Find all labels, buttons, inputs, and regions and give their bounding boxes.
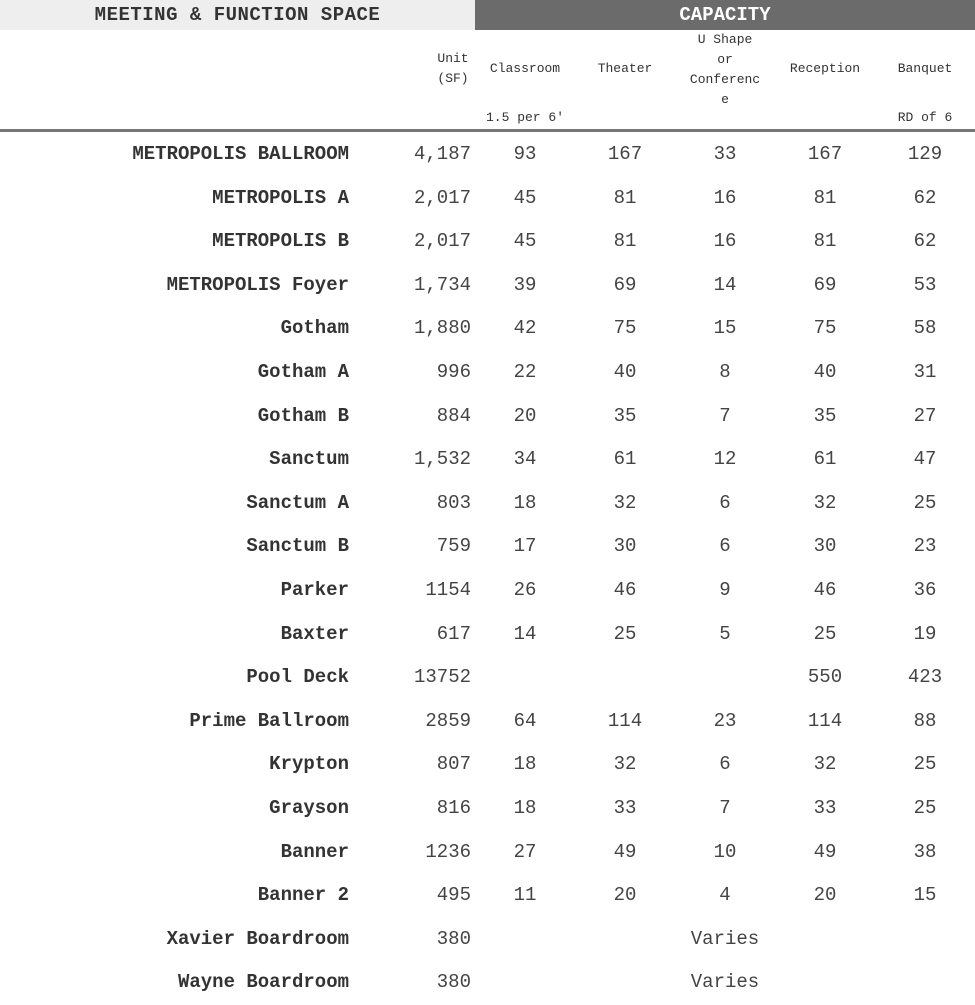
room-area-sf: 380 (436, 927, 471, 950)
reception-capacity: 32 (813, 753, 837, 776)
banquet-capacity: 36 (913, 579, 937, 601)
room-name: Sanctum (269, 448, 349, 471)
table-row (0, 405, 975, 427)
theater-capacity: 167 (607, 143, 643, 165)
ushape-capacity: 12 (713, 448, 737, 471)
ushape-capacity: 14 (713, 273, 737, 296)
room-area-sf: 2859 (425, 709, 471, 732)
room-name: METROPOLIS A (212, 186, 349, 209)
classroom-capacity: 64 (513, 709, 537, 732)
room-name: Baxter (280, 622, 349, 645)
room-area-sf: 1,734 (413, 273, 471, 296)
capacity-varies: Varies (690, 971, 760, 994)
banquet-capacity: 19 (913, 622, 937, 645)
reception-capacity: 81 (813, 230, 837, 253)
room-area-sf: 1154 (425, 579, 471, 601)
ushape-capacity: 6 (719, 753, 731, 776)
table-row (0, 361, 975, 383)
room-name: Sanctum B (246, 535, 349, 558)
room-area-sf: 884 (436, 404, 471, 427)
theater-capacity: 32 (613, 491, 637, 514)
ushape-capacity: 15 (713, 317, 737, 340)
table-row (0, 274, 975, 296)
theater-capacity: 75 (613, 317, 637, 340)
room-area-sf: 759 (436, 535, 471, 558)
ushape-capacity: 7 (719, 797, 731, 819)
room-name: Krypton (269, 753, 349, 776)
classroom-capacity: 42 (513, 317, 537, 340)
reception-capacity: 167 (807, 143, 843, 165)
ushape-capacity: 9 (719, 579, 731, 601)
room-name: Gotham A (257, 361, 349, 383)
banquet-capacity: 129 (907, 143, 943, 165)
table-row (0, 492, 975, 514)
room-area-sf: 1,880 (413, 317, 471, 340)
reception-capacity: 30 (813, 535, 837, 558)
theater-capacity: 81 (613, 186, 637, 209)
room-name: Xavier Boardroom (166, 927, 349, 950)
ushape-capacity: 10 (713, 840, 737, 863)
table-row (0, 623, 975, 645)
reception-capacity: 46 (813, 579, 837, 601)
theater-capacity: 35 (613, 404, 637, 427)
room-area-sf: 1,532 (413, 448, 471, 471)
reception-capacity: 69 (813, 273, 837, 296)
table-row (0, 187, 975, 209)
banquet-capacity: 23 (913, 535, 937, 558)
reception-capacity: 35 (813, 404, 837, 427)
banquet-capacity: 62 (913, 230, 937, 253)
table-row (0, 230, 975, 252)
classroom-capacity: 17 (513, 535, 537, 558)
table-row (0, 666, 975, 688)
table-row (0, 753, 975, 775)
room-name: Grayson (269, 797, 349, 819)
col-header-theater: Theater (597, 61, 653, 76)
room-name: METROPOLIS B (212, 230, 349, 253)
capacity-varies: Varies (690, 927, 760, 950)
table-row (0, 710, 975, 732)
room-area-sf: 803 (436, 491, 471, 514)
classroom-capacity: 18 (513, 491, 537, 514)
room-name: Sanctum A (246, 491, 349, 514)
ushape-capacity: 4 (719, 884, 731, 907)
room-name: Wayne Boardroom (177, 971, 349, 994)
banquet-capacity: 62 (913, 186, 937, 209)
room-name: Prime Ballroom (189, 709, 349, 732)
room-name: Pool Deck (246, 666, 349, 689)
theater-capacity: 69 (613, 273, 637, 296)
classroom-capacity: 34 (513, 448, 537, 471)
theater-capacity: 33 (613, 797, 637, 819)
reception-capacity: 81 (813, 186, 837, 209)
banquet-capacity: 423 (907, 666, 943, 689)
col-header-banquet: Banquet (897, 61, 953, 76)
banquet-capacity: 53 (913, 273, 937, 296)
col-header-classroom: Classroom (489, 61, 561, 76)
reception-capacity: 25 (813, 622, 837, 645)
theater-capacity: 46 (613, 579, 637, 601)
classroom-capacity: 26 (513, 579, 537, 601)
table-row (0, 928, 975, 950)
ushape-capacity: 33 (713, 143, 737, 165)
theater-capacity: 32 (613, 753, 637, 776)
banquet-capacity: 38 (913, 840, 937, 863)
banquet-capacity: 25 (913, 753, 937, 776)
room-name: METROPOLIS BALLROOM (132, 143, 349, 165)
col-header-unit: Unit (SF) (437, 51, 469, 86)
classroom-capacity: 22 (513, 361, 537, 383)
table-row (0, 317, 975, 339)
banquet-capacity: 15 (913, 884, 937, 907)
reception-capacity: 32 (813, 491, 837, 514)
theater-capacity: 40 (613, 361, 637, 383)
banquet-capacity: 25 (913, 797, 937, 819)
room-area-sf: 2,017 (413, 230, 471, 253)
ushape-capacity: 6 (719, 535, 731, 558)
reception-capacity: 20 (813, 884, 837, 907)
table-row (0, 971, 975, 993)
classroom-capacity: 93 (513, 143, 537, 165)
ushape-capacity: 6 (719, 491, 731, 514)
table-row (0, 841, 975, 863)
room-area-sf: 807 (436, 753, 471, 776)
reception-capacity: 33 (813, 797, 837, 819)
ushape-capacity: 16 (713, 186, 737, 209)
classroom-capacity: 39 (513, 273, 537, 296)
table-row (0, 884, 975, 906)
ushape-capacity: 7 (719, 404, 731, 427)
col-header-reception: Reception (789, 61, 861, 76)
table-row (0, 535, 975, 557)
banquet-capacity: 31 (913, 361, 937, 383)
room-area-sf: 13752 (413, 666, 471, 689)
room-area-sf: 816 (436, 797, 471, 819)
table-row (0, 579, 975, 601)
banquet-capacity: 47 (913, 448, 937, 471)
reception-capacity: 114 (807, 709, 843, 732)
room-area-sf: 2,017 (413, 186, 471, 209)
reception-capacity: 61 (813, 448, 837, 471)
theater-capacity: 114 (607, 709, 643, 732)
capacity-header: CAPACITY (475, 0, 975, 30)
theater-capacity: 61 (613, 448, 637, 471)
room-area-sf: 4,187 (413, 143, 471, 165)
banquet-capacity: 58 (913, 317, 937, 340)
room-area-sf: 996 (436, 361, 471, 383)
room-name: Banner 2 (257, 884, 349, 907)
classroom-capacity: 20 (513, 404, 537, 427)
room-name: Parker (280, 579, 349, 601)
table-row (0, 797, 975, 819)
classroom-capacity: 18 (513, 753, 537, 776)
room-area-sf: 495 (436, 884, 471, 907)
theater-capacity: 30 (613, 535, 637, 558)
banquet-capacity: 25 (913, 491, 937, 514)
room-name: Gotham (280, 317, 349, 340)
classroom-subhead: 1.5 per 6' (485, 110, 564, 125)
theater-capacity: 49 (613, 840, 637, 863)
classroom-capacity: 45 (513, 230, 537, 253)
header-divider (0, 129, 975, 132)
ushape-capacity: 23 (713, 709, 737, 732)
reception-capacity: 75 (813, 317, 837, 340)
classroom-capacity: 18 (513, 797, 537, 819)
theater-capacity: 25 (613, 622, 637, 645)
banquet-subhead: RD of 6 (897, 110, 953, 125)
room-name: Gotham B (257, 404, 349, 427)
section-title: MEETING & FUNCTION SPACE (0, 0, 475, 30)
room-area-sf: 617 (436, 622, 471, 645)
table-row (0, 448, 975, 470)
classroom-capacity: 14 (513, 622, 537, 645)
ushape-capacity: 16 (713, 230, 737, 253)
banquet-capacity: 88 (913, 709, 937, 732)
classroom-capacity: 45 (513, 186, 537, 209)
classroom-capacity: 11 (513, 884, 537, 907)
room-area-sf: 1236 (425, 840, 471, 863)
theater-capacity: 81 (613, 230, 637, 253)
room-area-sf: 380 (436, 971, 471, 994)
col-header-ushape: U Shape or Conferenc e (689, 32, 761, 107)
reception-capacity: 49 (813, 840, 837, 863)
room-name: METROPOLIS Foyer (166, 273, 349, 296)
classroom-capacity: 27 (513, 840, 537, 863)
ushape-capacity: 8 (719, 361, 731, 383)
theater-capacity: 20 (613, 884, 637, 907)
reception-capacity: 40 (813, 361, 837, 383)
room-name: Banner (280, 840, 349, 863)
table-row (0, 143, 975, 165)
banquet-capacity: 27 (913, 404, 937, 427)
ushape-capacity: 5 (719, 622, 731, 645)
reception-capacity: 550 (807, 666, 843, 689)
